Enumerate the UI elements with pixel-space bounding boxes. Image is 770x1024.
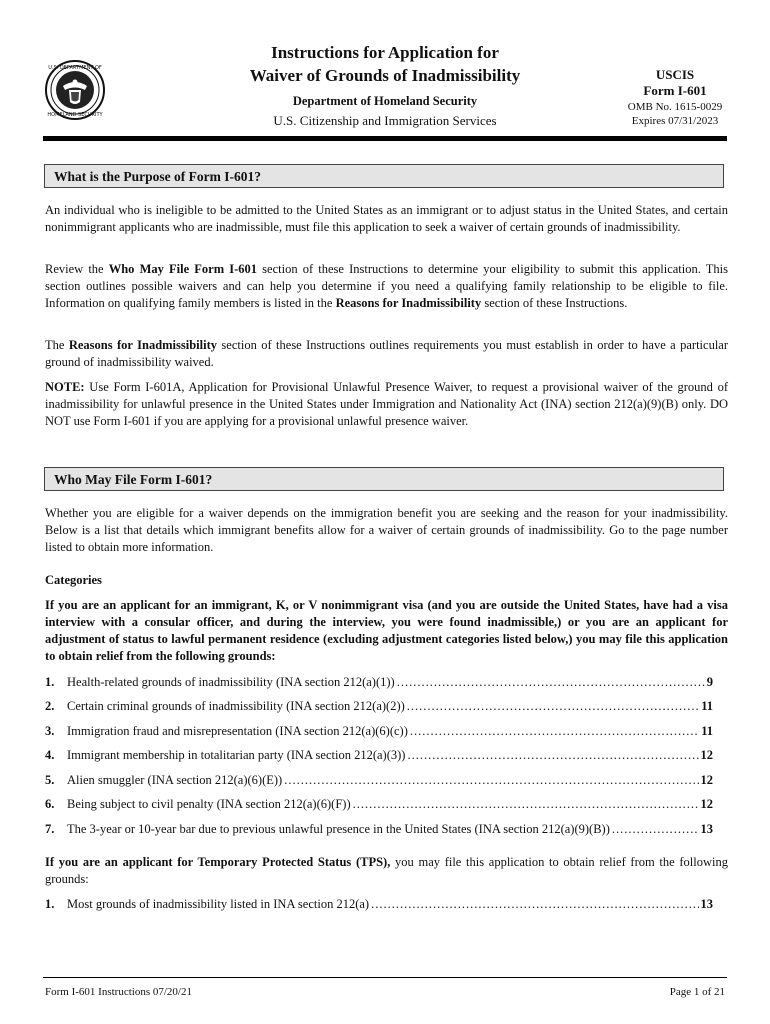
title-line-2: Waiver of Grounds of Inadmissibility <box>249 66 521 85</box>
page-number: 12 <box>700 748 713 762</box>
list-item: 2. Certain criminal grounds of inadmissibility (INA section 212(a)(2)) ..... 11 <box>45 699 713 716</box>
document-title <box>180 41 590 87</box>
agency-name: U.S. Citizenship and Immigration Services <box>273 113 497 128</box>
uscis-label: USCIS <box>655 67 695 82</box>
immigrant-intro: If you are an applicant for an immigrant, K, or V nonimmigrant visa (and you are outside the United States, have had a visa interview with a consular officer, and during the interview, you were found inadmissible,) or you are an applicant for adjustment of status to lawful permanent residence (excluding adjustment categories listed below,) you may file this application to obtain relief from the following grounds: <box>45 598 728 663</box>
omb-block <box>612 100 738 128</box>
title-line-1: Instructions for Application for <box>271 43 499 62</box>
form-number: Form I-601 <box>643 83 707 98</box>
omb-number: OMB No. 1615-0029 <box>627 101 723 113</box>
list-item: 6. Being subject to civil penalty (INA section 212(a)(6)(F)) ..... 12 <box>45 797 713 814</box>
page-number: 13 <box>700 897 713 911</box>
p2-text-e: section of these Instructions. <box>481 296 628 310</box>
page-number: 12 <box>700 797 713 811</box>
categories-label: Categories <box>45 573 102 587</box>
expiration-date: Expires 07/31/2023 <box>631 115 719 127</box>
footer-rule <box>43 977 727 978</box>
footer-form-info: Form I-601 Instructions 07/20/21 <box>45 986 192 998</box>
purpose-paragraph-3 <box>45 337 728 371</box>
list-item: 1. Health-related grounds of inadmissibility (INA section 212(a)(1)) ..... 9 <box>45 675 713 692</box>
who-paragraph-1: Whether you are eligible for a waiver depends on the immigration benefit you are seeking and the reason for your inadmissibility. Below is a list that details which immigrant benefits allow for a waiver of certain grounds of inadmissibility. Go to the page number listed to obtain more information. <box>45 506 728 554</box>
list-item: 4. Immigrant membership in totalitarian party (INA section 212(a)(3)) ..... 12 <box>45 748 713 765</box>
purpose-heading: What is the Purpose of Form I-601? <box>44 164 724 188</box>
list-item: 3. Immigration fraud and misrepresentation (INA section 212(a)(6)(c)) ..... 11 <box>45 724 713 741</box>
page-number: 12 <box>700 773 713 787</box>
p2-text-a: Review the <box>45 262 109 276</box>
dhs-seal-icon <box>45 60 105 120</box>
tps-rest: you may file this application to obtain relief from the following grounds: <box>45 855 728 886</box>
page-number: 13 <box>700 822 713 836</box>
tps-grounds-list <box>45 897 713 917</box>
header-rule <box>43 136 727 141</box>
note-text: Use Form I-601A, Application for Provisional Unlawful Presence Waiver, to request a provisional waiver of the ground of inadmissibility for unlawful presence in the United States under Immigration and Nationality Act (INA) section 212(a)(9)(B) only. DO NOT use Form I-601 if you are applying for a provisional unlawful presence waiver. <box>45 380 728 428</box>
note-paragraph <box>45 379 728 430</box>
purpose-paragraph-1: An individual who is ineligible to be admitted to the United States as an immigrant or to adjust status in the United States, and certain nonimmigrant applicants who are inadmissible, must file this application to seek a waiver of certain grounds of inadmissibility. <box>45 203 728 234</box>
svg-text:HOMELAND SECURITY: HOMELAND SECURITY <box>47 112 103 118</box>
tps-intro <box>45 854 728 888</box>
svg-text:U.S. DEPARTMENT OF: U.S. DEPARTMENT OF <box>48 65 102 71</box>
footer-page-number: Page 1 of 21 <box>669 986 725 998</box>
purpose-paragraph-2 <box>45 261 728 312</box>
page-number: 11 <box>701 724 713 738</box>
list-item: 5. Alien smuggler (INA section 212(a)(6)(E)) ..... 12 <box>45 773 713 790</box>
page-number: 9 <box>706 675 713 689</box>
immigrant-grounds-list <box>45 675 713 845</box>
tps-bold: If you are an applicant for Temporary Protected Status (TPS), <box>45 855 391 869</box>
p3-bold-reasons: Reasons for Inadmissibility <box>68 338 218 352</box>
list-item: 7. The 3-year or 10-year bar due to previous unlawful presence in the United States (INA section 212(a)(9)(B)) ..... 13 <box>45 822 713 839</box>
form-id-block <box>612 67 738 99</box>
p3-text-c: section of these Instructions outlines requirements you must establish in order to have a particular ground of inadmissibility waived. <box>45 338 729 369</box>
p2-bold-who-may-file: Who May File Form I-601 <box>108 262 258 276</box>
list-item: 1. Most grounds of inadmissibility listed in INA section 212(a) ..... 13 <box>45 897 713 914</box>
p2-bold-reasons: Reasons for Inadmissibility <box>335 296 482 310</box>
page-number: 11 <box>701 699 713 713</box>
p3-text-a: The <box>45 338 69 352</box>
who-may-file-heading: Who May File Form I-601? <box>44 467 724 491</box>
p2-text-c: section of these Instructions to determine your eligibility to submit this application. This section outlines possible waivers and can help you determine if you need a qualifying family relationship to be eligible to file. Information on qualifying family members is listed in the <box>45 262 728 310</box>
department-name: Department of Homeland Security <box>292 94 478 108</box>
note-label: NOTE: <box>45 380 85 394</box>
